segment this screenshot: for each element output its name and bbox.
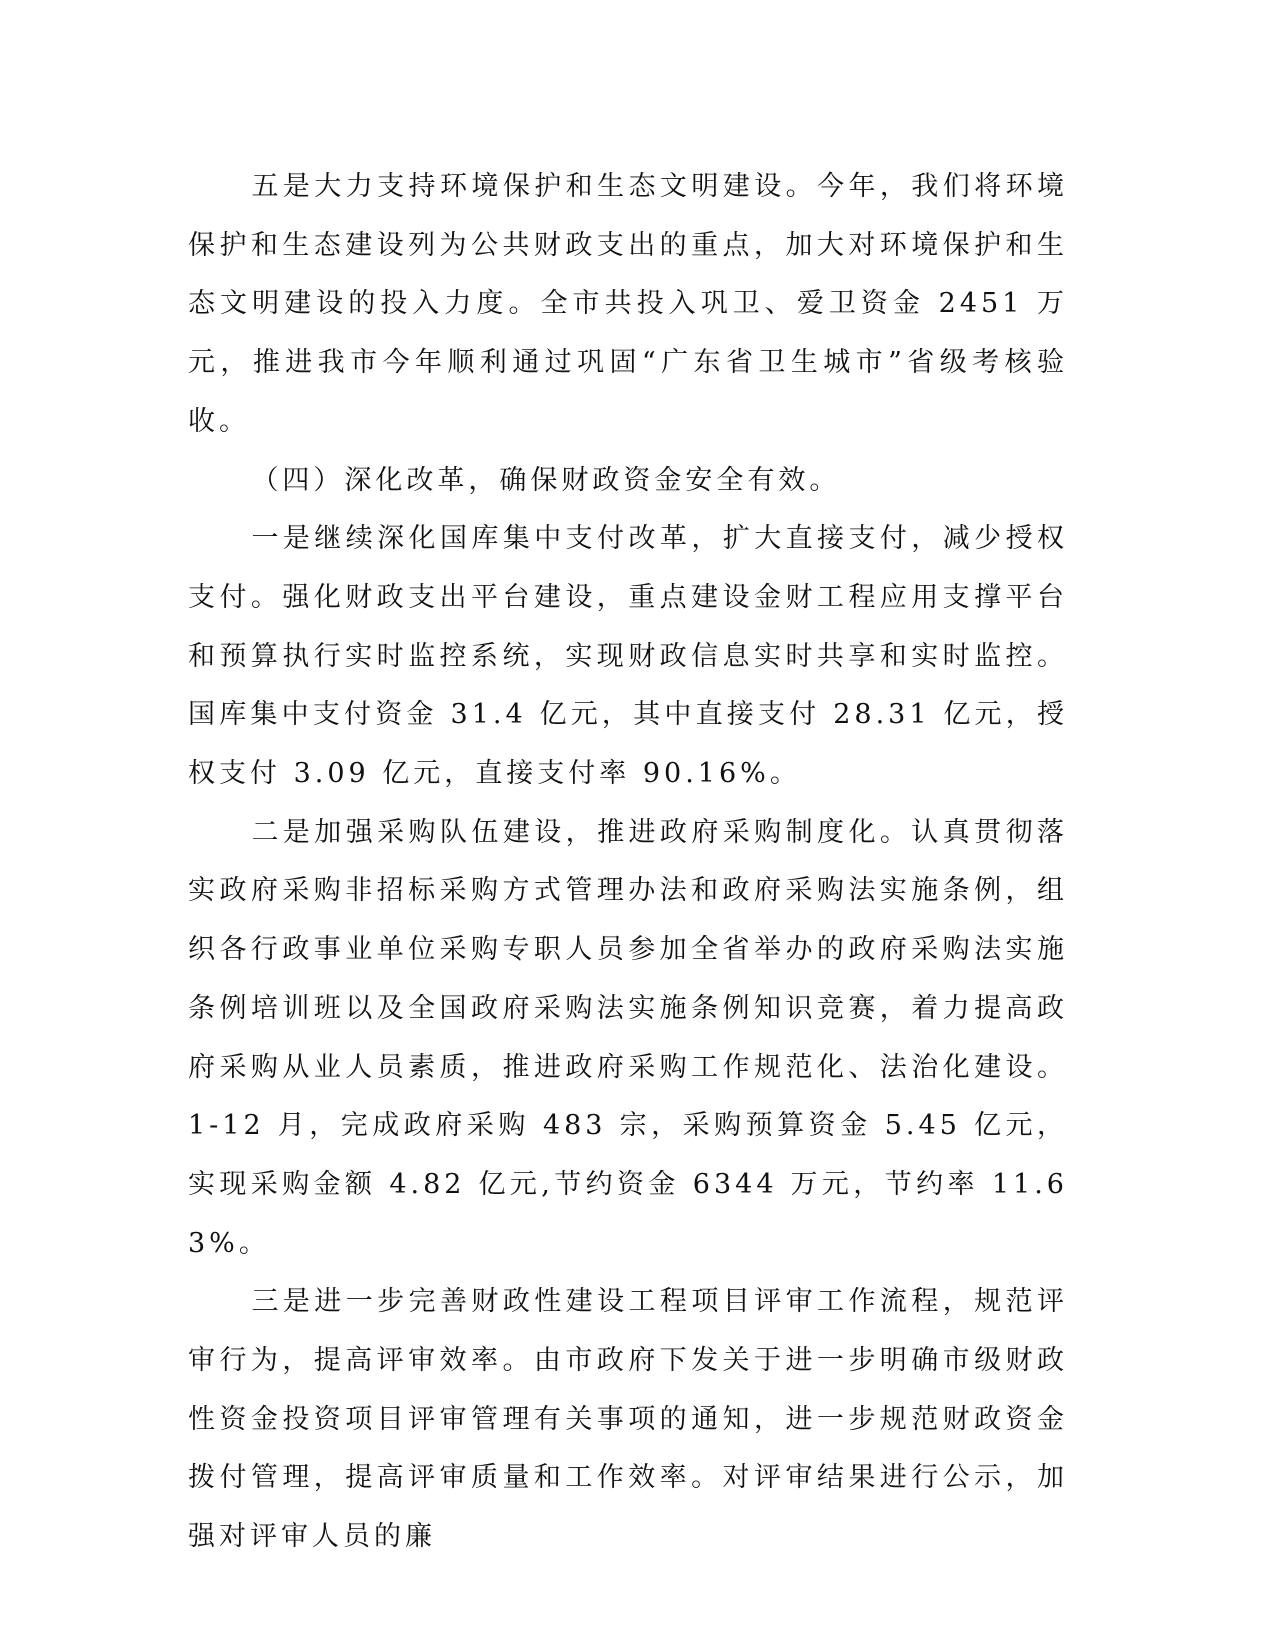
paragraph-environment: 五是大力支持环境保护和生态文明建设。今年，我们将环境保护和生态建设列为公共财政支出的重点，加大对环境保护和生态文明建设的投入力度。全市共投入巩卫、爱卫资金 2451 万元，推进我市今年顺利通过巩固“广东省卫生城市”省级考核验收。 bbox=[188, 171, 1068, 437]
paragraph-project-review: 三是进一步完善财政性建设工程项目评审工作流程，规范评审行为，提高评审效率。由市政府下发关于进一步明确市级财政性资金投资项目评审管理有关事项的通知，进一步规范财政资金拨付管理，提高评审质量和工作效率。对评审结果进行公示，加强对评审人员的廉 bbox=[188, 1286, 1068, 1553]
paragraph-treasury-payment: 一是继续深化国库集中支付改革，扩大直接支付，减少授权支付。强化财政支出平台建设，重点建设金财工程应用支撑平台和预算执行实时监控系统，实现财政信息实时共享和实时监控。国库集中支付资金 31.4 亿元，其中直接支付 28.31 亿元，授权支付 3.09 亿元，直接支付率 90.16%。 bbox=[188, 523, 1068, 790]
paragraph-procurement: 二是加强采购队伍建设，推进政府采购制度化。认真贯彻落实政府采购非招标采购方式管理办法和政府采购法实施条例，组织各行政事业单位采购专职人员参加全省举办的政府采购法实施条例培训班以及全国政府采购法实施条例知识竞赛，着力提高政府采购从业人员素质，推进政府采购工作规范化、法治化建设。1-12 月，完成政府采购 483 宗，采购预算资金 5.45 亿元，实现采购金额 4.82 亿元,节约资金 6344 万元，节约率 11.63%。 bbox=[188, 816, 1068, 1259]
section-heading-deepen-reform: （四）深化改革，确保财政资金安全有效。 bbox=[251, 464, 841, 496]
document-body bbox=[188, 158, 1068, 1567]
